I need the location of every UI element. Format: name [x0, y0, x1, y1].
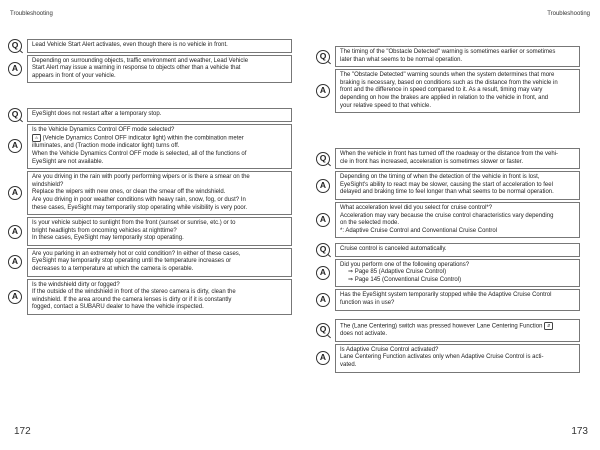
answer-row: [316, 202, 580, 238]
answer-icon: A: [316, 84, 330, 98]
vdc-off-indicator-icon: ⚠: [32, 134, 41, 142]
qa-section-acceleration: [316, 148, 580, 238]
answer-row: [8, 124, 292, 170]
answer-text: Is the windshield dirty or fogged? If the outside of the windshield in front of the stereo camera is dirty, clean the windshield. If the area around the camera lenses is dirty or if it is constantly fogged, contact a SUBARU dealer to have the vehicle inspected.: [27, 279, 292, 315]
answer-icon: A: [316, 213, 330, 227]
answer-icon: A: [316, 266, 330, 280]
answer-row: [8, 248, 292, 277]
question-icon: Q: [316, 50, 330, 64]
answer-row: [316, 69, 580, 113]
question-icon: Q: [8, 108, 22, 122]
answer-icon: A: [8, 225, 22, 239]
page-number: 173: [571, 426, 588, 437]
page-number: 172: [14, 426, 31, 437]
answer-row: [8, 217, 292, 246]
answer-text: Is the Vehicle Dynamics Control OFF mode selected? ⚠ (Vehicle Dynamics Control OFF indicator light) within the combination meter illuminates, and (Traction mode indicator light) turns off. When the Vehicle Dynamics Control OFF mode is selected, all of the functions of EyeSight are not available.: [27, 124, 292, 170]
question-text: The timing of the "Obstacle Detected" warning is sometimes earlier or sometimes later than what seems to be normal operation.: [335, 46, 580, 67]
answer-row: [316, 344, 580, 373]
answer-icon: A: [8, 186, 22, 200]
page-header: Troubleshooting: [547, 11, 590, 17]
answer-text: The "Obstacle Detected" warning sounds when the system determines that more braking is necessary, based on conditions such as the distance from the vehicle in front and the difference in speed compared to it. As a result, timing may vary depending on how the brakes are applied in relation to the vehicle in front, and your relative speed to that vehicle.: [335, 69, 580, 113]
question-icon: Q: [316, 152, 330, 166]
question-text: The (Lane Centering) switch was pressed however Lane Centering Function ⇵ does not activate.: [335, 319, 580, 342]
question-text: EyeSight does not restart after a temporary stop.: [27, 108, 292, 122]
question-icon: Q: [316, 243, 330, 257]
qa-section-eyesight-restart: [8, 108, 292, 315]
question-text: When the vehicle in front has turned off the roadway or the distance from the vehi- cle in front has increased, acceleration is sometimes slower or faster.: [335, 148, 580, 169]
answer-row: [8, 171, 292, 215]
answer-row: [316, 171, 580, 200]
answer-text: Is your vehicle subject to sunlight from the front (sunset or sunrise, etc.) or to bright headlights from oncoming vehicles at nighttime? In these cases, EyeSight may temporarily stop operating.: [27, 217, 292, 246]
question-row: [8, 108, 292, 122]
qa-section-lane-centering: [316, 319, 580, 373]
answer-text: Did you perform one of the following operations? ⇒ Page 85 (Adaptive Cruise Control) ⇒ Page 145 (Conventional Cruise Control): [335, 259, 580, 288]
question-row: [316, 243, 580, 257]
answer-row: [8, 279, 292, 315]
question-text: Lead Vehicle Start Alert activates, even though there is no vehicle in front.: [27, 39, 292, 53]
question-row: [8, 39, 292, 53]
question-icon: Q: [8, 39, 22, 53]
answer-text: Depending on the timing of when the detection of the vehicle in front is lost, EyeSight's ability to react may be slower, causing the start of acceleration to feel delayed and braking time to feel longer than what seems to be normal operation.: [335, 171, 580, 200]
page-reference-link[interactable]: ⇒ Page 145 (Conventional Cruise Control): [348, 276, 462, 283]
answer-icon: A: [8, 290, 22, 304]
answer-text: Depending on surrounding objects, traffic environment and weather, Lead Vehicle Start Alert may issue a warning in response to objects other than a vehicle that appears in front of your vehicle.: [27, 55, 292, 84]
answer-icon: A: [316, 351, 330, 365]
answer-icon: A: [8, 139, 22, 153]
question-row: [316, 148, 580, 169]
answer-row: [316, 259, 580, 288]
answer-text: Are you driving in the rain with poorly performing wipers or is there a smear on the windshield? Replace the wipers with new ones, or clean the smear off the windshield. Are you driving in poor weather conditions with heavy rain, snow, fog, or dust? In these cases, EyeSight may temporarily stop operating while visibility is very poor.: [27, 171, 292, 215]
qa-section-lead-vehicle-alert: [8, 39, 292, 83]
lane-centering-switch-icon: ⇵: [544, 322, 553, 330]
answer-text: Has the EyeSight system temporarily stopped while the Adaptive Cruise Control function was in use?: [335, 289, 580, 310]
right-page: [300, 0, 600, 450]
answer-icon: A: [8, 62, 22, 76]
answer-icon: A: [8, 255, 22, 269]
answer-text: Are you parking in an extremely hot or cold condition? In either of these cases, EyeSight may temporarily stop operating until the temperature increases or decreases to a temperature at which the camera is operable.: [27, 248, 292, 277]
question-row: [316, 46, 580, 67]
question-icon: Q: [316, 323, 330, 337]
qa-section-cruise-canceled: [316, 243, 580, 311]
qa-section-obstacle-warning: [316, 46, 580, 113]
question-row: [316, 319, 580, 342]
answer-icon: A: [316, 179, 330, 193]
answer-row: [316, 289, 580, 310]
answer-text: What acceleration level did you select for cruise control*? Acceleration may vary because the cruise control characteristics vary depending on the selected mode. *: Adaptive Cruise Control and Conventional Cruise Control: [335, 202, 580, 238]
page-header: Troubleshooting: [10, 11, 53, 17]
answer-icon: A: [316, 293, 330, 307]
answer-text: Is Adaptive Cruise Control activated? Lane Centering Function activates only when Adaptive Cruise Control is acti- vated.: [335, 344, 580, 373]
page-reference-link[interactable]: ⇒ Page 85 (Adaptive Cruise Control): [348, 269, 447, 276]
answer-row: [8, 55, 292, 84]
question-text: Cruise control is canceled automatically.: [335, 243, 580, 257]
